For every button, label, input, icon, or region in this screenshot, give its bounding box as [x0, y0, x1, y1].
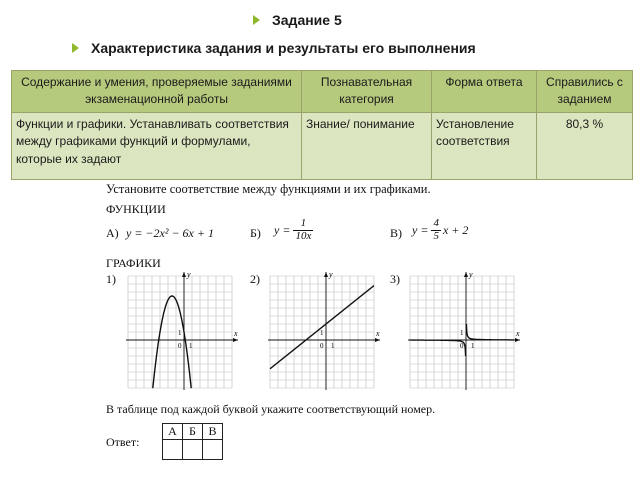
function-c-denominator: 5: [433, 229, 439, 242]
graph-2-label: 2): [250, 272, 260, 286]
answer-cell-c[interactable]: [203, 440, 223, 460]
function-b-numerator: 1: [293, 218, 313, 231]
y-tick-label: 1: [320, 329, 324, 337]
functions-header: ФУНКЦИИ: [106, 202, 166, 216]
function-curve: [153, 296, 191, 388]
cell-success-rate: 80,3 %: [537, 112, 633, 179]
answer-label: Ответ:: [106, 435, 140, 449]
answer-instruction: В таблице под каждой буквой укажите соответствующий номер.: [106, 402, 436, 416]
task-characteristics-bullet: [72, 40, 476, 56]
task-info-table: [11, 70, 633, 180]
function-b-lhs: y =: [274, 222, 291, 237]
graphs-header: ГРАФИКИ: [106, 256, 161, 270]
answer-cells-row: [163, 440, 223, 460]
header-category: Познавательная категория: [302, 71, 432, 113]
table-header-row: [12, 71, 633, 113]
y-tick-label: 1: [178, 329, 182, 337]
task-number-bullet: [253, 12, 342, 28]
answer-table: [162, 423, 223, 460]
graph-3-label: 3): [390, 272, 400, 286]
function-c-fraction: [431, 218, 441, 242]
function-b-formula: [274, 218, 313, 242]
origin-tick-label: 0: [178, 342, 182, 350]
header-success-rate: Справились с заданием: [537, 71, 633, 113]
x-axis-label: x: [376, 329, 380, 338]
x-axis-label: x: [516, 329, 520, 338]
graph-1-parabola: [122, 270, 244, 395]
y-axis-label: y: [187, 270, 191, 279]
x-axis-arrow-icon: [375, 338, 380, 342]
y-axis-label: y: [469, 270, 473, 279]
origin-tick-label: 0: [320, 342, 324, 350]
x-tick-label: 1: [189, 342, 193, 350]
function-c-formula: [412, 218, 468, 242]
task-title: Установите соответствие между функциями и их графиками.: [106, 182, 431, 196]
function-curve: [270, 286, 374, 369]
graph-3-hyperbola: [404, 270, 526, 395]
y-tick-label: 1: [460, 329, 464, 337]
bullet-triangle-icon: [253, 15, 260, 25]
y-axis-arrow-icon: [324, 272, 328, 277]
answer-letters-row: [163, 424, 223, 440]
header-answer-form: Форма ответа: [432, 71, 537, 113]
x-axis-arrow-icon: [515, 338, 520, 342]
function-c-lhs: y =: [412, 222, 429, 237]
table-row: [12, 112, 633, 179]
x-axis-arrow-icon: [233, 338, 238, 342]
function-b-fraction: [293, 218, 313, 242]
function-a-label: А): [106, 226, 119, 240]
function-c-rest: x + 2: [442, 222, 469, 237]
cell-answer-form: Установление соответствия: [432, 112, 537, 179]
answer-letter-b: Б: [183, 424, 203, 440]
function-c-numerator: 4: [433, 217, 439, 229]
task-number-text: Задание 5: [272, 12, 342, 28]
cell-content: Функции и графики. Устанавливать соответствия между графиками функций и формулами, которые их задают: [12, 112, 302, 179]
function-b-denominator: 10x: [295, 229, 312, 242]
cell-category: Знание/ понимание: [302, 112, 432, 179]
origin-tick-label: 0: [460, 342, 464, 350]
x-tick-label: 1: [471, 342, 475, 350]
header-content: Содержание и умения, проверяемые заданиями экзаменационной работы: [12, 71, 302, 113]
x-tick-label: 1: [331, 342, 335, 350]
y-axis-arrow-icon: [464, 272, 468, 277]
function-b-label: Б): [250, 226, 261, 240]
task-image: [102, 180, 527, 480]
function-c-label: В): [390, 226, 402, 240]
task-characteristics-text: Характеристика задания и результаты его выполнения: [91, 40, 476, 56]
function-a-formula: y = −2x² − 6x + 1: [126, 226, 214, 240]
answer-cell-b[interactable]: [183, 440, 203, 460]
answer-letter-c: В: [203, 424, 223, 440]
answer-cell-a[interactable]: [163, 440, 183, 460]
graph-1-label: 1): [106, 272, 116, 286]
y-axis-label: y: [329, 270, 333, 279]
answer-letter-a: А: [163, 424, 183, 440]
x-axis-label: x: [234, 329, 238, 338]
graph-2-line: [264, 270, 386, 395]
y-axis-arrow-icon: [182, 272, 186, 277]
bullet-triangle-icon: [72, 43, 79, 53]
